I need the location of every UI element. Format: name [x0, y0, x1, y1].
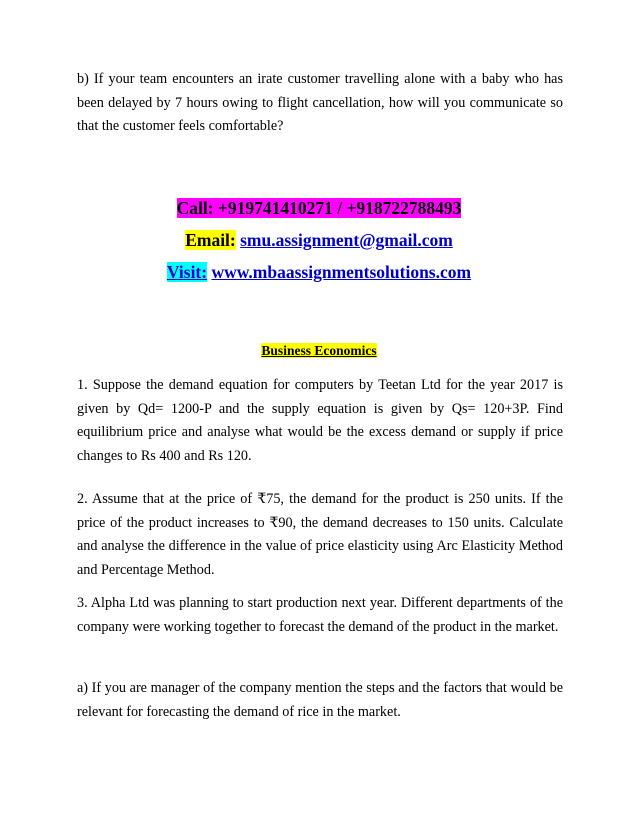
- website-link[interactable]: www.mbaassignmentsolutions.com: [211, 262, 472, 282]
- question-1-text: 1. Suppose the demand equation for computers by Teetan Ltd for the year 2017 is given by Qd= 1200-P and the supply equation is given by Qs= 120+3P. Find equilibrium price and analyse what would be the excess demand or supply if price changes to Rs 400 and Rs 120.: [77, 377, 563, 464]
- email-label: Email:: [185, 230, 236, 250]
- email-link[interactable]: smu.assignment@gmail.com: [240, 230, 453, 250]
- contact-call: Call: +919741410271 / +918722788493: [176, 198, 462, 218]
- section-title: [0, 342, 638, 360]
- question-3-text: 3. Alpha Ltd was planning to start production next year. Different departments of the company were working together to forecast the demand of the product in the market.: [77, 595, 563, 635]
- contact-call-line: [0, 196, 638, 220]
- contact-visit-line: [0, 260, 638, 284]
- question-2-text: 2. Assume that at the price of ₹75, the demand for the product is 250 units. If the price of the product increases to ₹90, the demand decreases to 150 units. Calculate and analyse the difference in the value of price elasticity using Arc Elasticity Method and Percentage Method.: [77, 491, 563, 578]
- visit-label: Visit:: [166, 262, 208, 282]
- section-title-text: Business Economics: [261, 343, 377, 358]
- contact-email-line: [0, 228, 638, 252]
- question-b-text: b) If your team encounters an irate customer travelling alone with a baby who has been delayed by 7 hours owing to flight cancellation, how will you communicate so that the customer feels comfortable?: [77, 71, 563, 134]
- question-3a-text: a) If you are manager of the company mention the steps and the factors that would be relevant for forecasting the demand of rice in the market.: [77, 680, 563, 720]
